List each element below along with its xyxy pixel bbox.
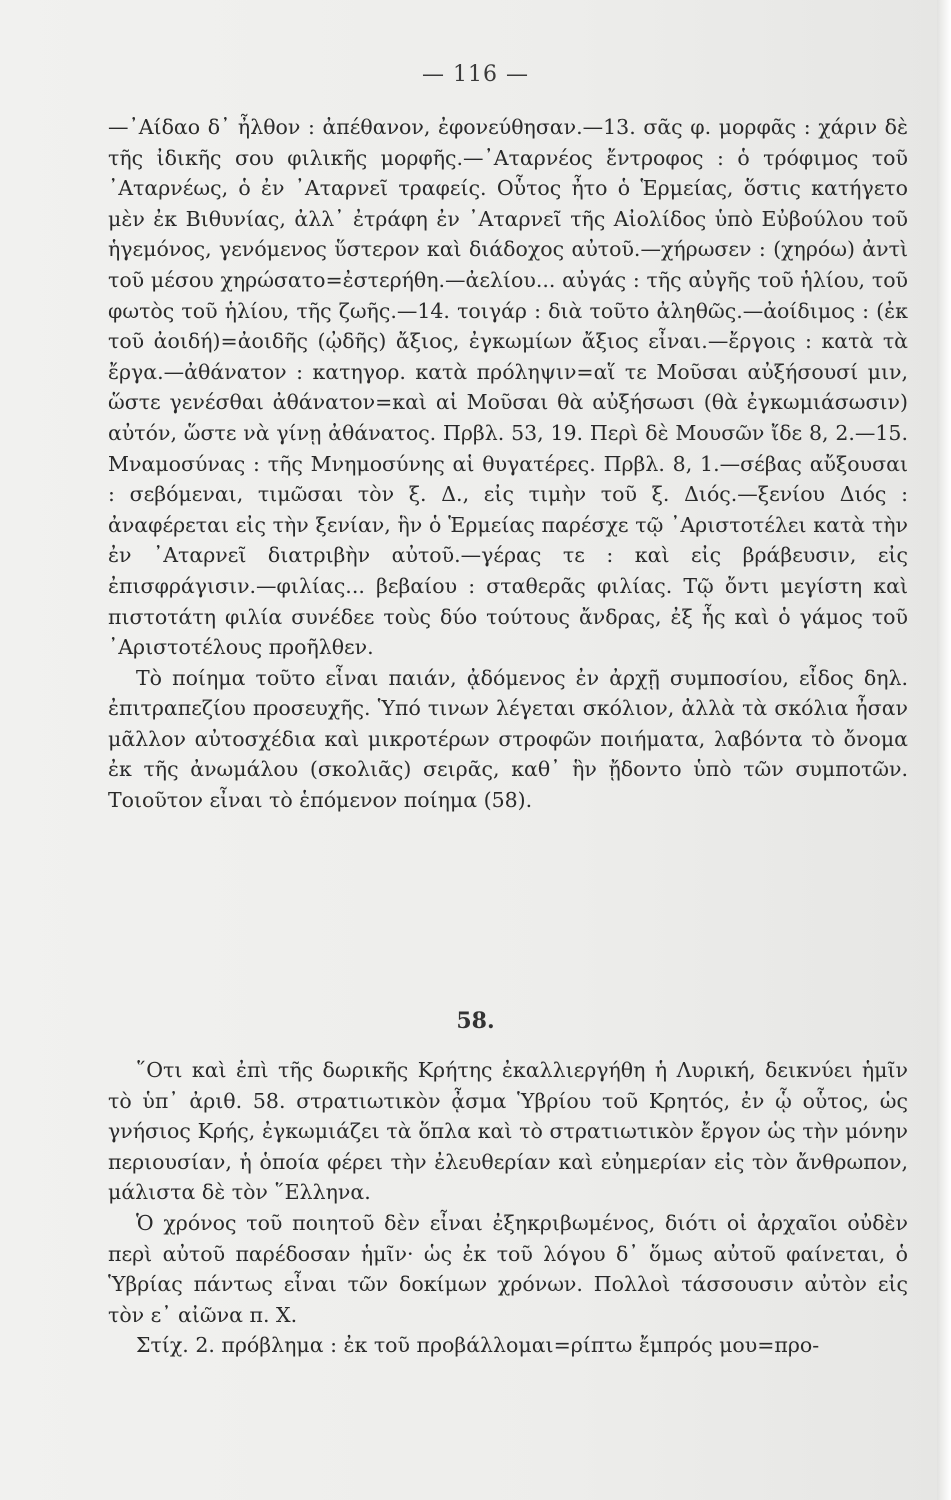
commentary-block-bottom <box>108 1055 908 1361</box>
commentary-paragraph: Στίχ. 2. πρόβλημα : ἐκ τοῦ προβάλλομαι=ρίπτω ἔμπρός μου=προ- <box>136 1333 820 1358</box>
commentary-paragraph: —᾿Αίδαο δ᾿ ἦλθον : ἀπέθανον, ἐφονεύθησαν.—13. σᾶς φ. μορφᾶς : χάριν δὲ τῆς ἰδικῆς σου φιλικῆς μορφῆς.—᾿Αταρνέος ἔντροφος : ὁ τρόφιμος τοῦ ᾿Αταρνέως, ὁ ἐν ᾿Αταρνεῖ τραφείς. Οὗτος ἦτο ὁ Ἑρμείας, ὅστις κατήγετο μὲν ἐκ Βιθυνίας, ἀλλ᾿ ἐτράφη ἐν ᾿Αταρνεῖ τῆς Αἰολίδος ὑπὸ Εὐβούλου τοῦ ἡγεμόνος, γενόμενος ὕστερον καὶ διάδοχος αὐτοῦ.—χήρωσεν : (χηρόω) ἀντὶ τοῦ μέσου χηρώσατο=ἐστερήθη.—ἀελίου... αὐγάς : τῆς αὐγῆς τοῦ ἡλίου, τοῦ φωτὸς τοῦ ἡλίου, τῆς ζωῆς.—14. τοιγάρ : διὰ τοῦτο ἀληθῶς.—ἀοίδιμος : (ἐκ τοῦ ἀοιδή)=ἀοιδῆς (ᾠδῆς) ἄξιος, ἐγκωμίων ἄξιος εἶναι.—ἔργοις : κατὰ τὰ ἔργα.—ἀθάνατον : κατηγορ. κατὰ πρόληψιν=αἵ τε Μοῦσαι αὐξήσουσί μιν, ὥστε γενέσθαι ἀθάνατον=καὶ αἱ Μοῦσαι θὰ αὐξήσωσι (θὰ ἐγκωμιάσωσιν) αὐτόν, ὥστε νὰ γίνῃ ἀθάνατος. Πρβλ. 53, 19. Περὶ δὲ Μουσῶν ἴδε 8, 2.—15. Μναμοσύνας : τῆς Μνημοσύνης αἱ θυγατέρες. Πρβλ. 8, 1.—σέβας αὔξουσαι : σεβόμεναι, τιμῶσαι τὸν ξ. Δ., εἰς τιμὴν τοῦ ξ. Διός.—ξενίου Διός : ἀναφέρεται εἰς τὴν ξενίαν, ἣν ὁ Ἑρμείας παρέσχε τῷ ᾿Αριστοτέλει κατὰ τὴν ἐν ᾿Αταρνεῖ διατριβὴν αὐτοῦ.—γέρας τε : καὶ εἰς βράβευσιν, εἰς ἐπισφράγισιν.—φιλίας... βεβαίου : σταθερᾶς φιλίας. Τῷ ὄντι μεγίστη καὶ πιστοτάτη φιλία συνέδεε τοὺς δύο τούτους ἄνδρας, ἐξ ἧς καὶ ὁ γάμος τοῦ ᾿Αριστοτέλους προῆλθεν. <box>108 115 908 660</box>
commentary-paragraph: ῞Οτι καὶ ἐπὶ τῆς δωρικῆς Κρήτης ἐκαλλιεργήθη ἡ Λυρική, δεικνύει ἡμῖν τὸ ὑπ᾿ ἀριθ. 58. στρατιωτικὸν ᾆσμα Ὑβρίου τοῦ Κρητός, ἐν ᾧ οὗτος, ὡς γνήσιος Κρής, ἐγκωμιάζει τὰ ὅπλα καὶ τὸ στρατιωτικὸν ἔργον ὡς τὴν μόνην περιουσίαν, ἡ ὁποία φέρει τὴν ἐλευθερίαν καὶ εὐημερίαν εἰς τὸν ἄνθρωπον, μάλιστα δὲ τὸν ῞Ελληνα. <box>108 1058 908 1205</box>
page-edge <box>937 0 951 1500</box>
commentary-paragraph: Τὸ ποίημα τοῦτο εἶναι παιάν, ᾀδόμενος ἐν ἀρχῇ συμποσίου, εἶδος δηλ. ἐπιτραπεζίου προσευχῆς. Ὑπό τινων λέγεται σκόλιον, ἀλλὰ τὰ σκόλια ἦσαν μᾶλλον αὐτοσχέδια καὶ μικροτέρων στροφῶν ποιήματα, λαβόντα τὸ ὄνομα ἐκ τῆς ἀνωμάλου (σκολιᾶς) σειρᾶς, καθ᾿ ἣν ᾔδοντο ὑπὸ τῶν συμποτῶν. Τοιοῦτον εἶναι τὸ ἑπόμενον ποίημα (58). <box>108 665 908 813</box>
section-number: 58. <box>456 1008 495 1034</box>
commentary-paragraph: Ὁ χρόνος τοῦ ποιητοῦ δὲν εἶναι ἐξηκριβωμένος, διότι οἱ ἀρχαῖοι οὐδὲν περὶ αὐτοῦ παρέδοσαν ἡμῖν· ὡς ἐκ τοῦ λόγου δ᾿ ὅμως αὐτοῦ φαίνεται, ὁ Ὑβρίας πάντως εἶναι τῶν δοκίμων χρόνων. Πολλοὶ τάσσουσιν αὐτὸν εἰς τὸν ε᾿ αἰῶνα π. Χ. <box>108 1210 908 1327</box>
commentary-block-top <box>108 112 908 816</box>
page-number-header: — 116 — <box>422 62 529 87</box>
